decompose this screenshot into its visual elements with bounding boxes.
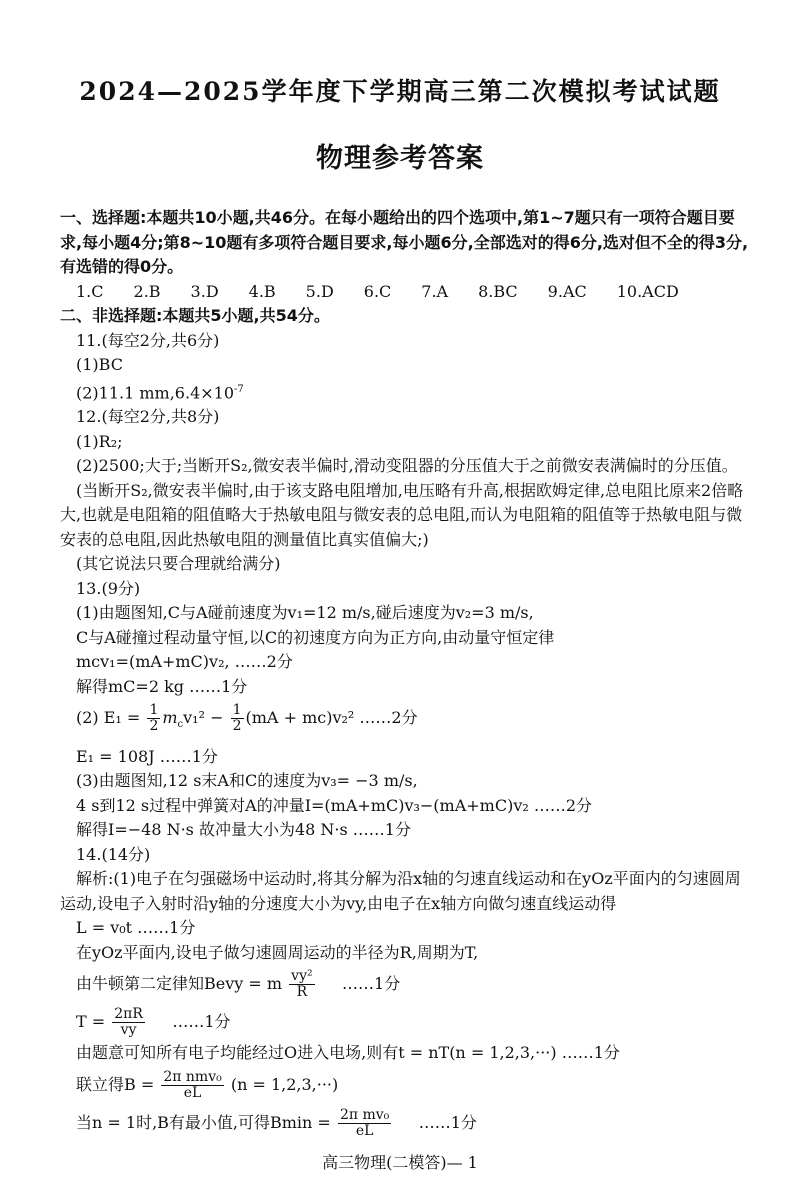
q13-line-7: (3)由题图知,12 s末A和C的速度为v₃= −3 m/s, — [76, 771, 418, 791]
q12-answer-1: (1)R₂; — [76, 431, 123, 451]
q13-line-4: 解得mC=2 kg ……1分 — [76, 676, 248, 696]
q14-bmin-equation: 当n = 1时,B有最小值,可得Bmin = $\frac{\text{2π mv₀}}{eL}$ ……1分 — [76, 1106, 477, 1139]
q13-line-1: (1)由题图知,C与A碰前速度为v₁=12 m/s,碰后速度为v₂=3 m/s, — [76, 603, 534, 623]
q11-header: 11.(每空2分,共6分) — [76, 330, 220, 350]
page-footer: 高三物理(二模答)— 1 — [322, 1153, 478, 1172]
q14-period-equation: T = $\frac{2\pi R}{vy}$ ……1分 — [76, 1006, 231, 1039]
exam-title: 2024—2025学年度下学期高三第二次模拟考试试题 — [79, 77, 721, 106]
fraction-bmin: $\frac{\text{2π mv₀}}{eL}$ — [339, 1106, 390, 1139]
q14-newton-equation: 由牛顿第二定律知Bevy = m $\frac{\text{vy²}}{R}$ ……1分 — [76, 968, 401, 1001]
q13-line-3: mcv₁=(mA+mC)v₂, ……2分 — [76, 652, 293, 672]
answer-2: 2.B — [133, 281, 161, 301]
choice-answers — [60, 280, 750, 305]
q14-header: 14.(14分) — [76, 844, 151, 864]
answer-7: 7.A — [421, 281, 449, 301]
q14-line-3: 在yOz平面内,设电子做匀速圆周运动的半径为R,周期为T, — [76, 942, 479, 962]
q13-header: 13.(9分) — [76, 578, 141, 598]
q14-line-6: 由题意可知所有电子均能经过O进入电场,则有t = nT(n = 1,2,3,···) ……1分 — [76, 1043, 620, 1063]
answer-1: 1.C — [76, 281, 104, 301]
fraction-2pir-over-vy: $\frac{2\pi R}{vy}$ — [114, 1006, 143, 1039]
section2-heading: 二、非选择题:本题共5小题,共54分。 — [60, 306, 330, 325]
q13-line-8: 4 s到12 s过程中弹簧对A的冲量I=(mA+mC)v₃−(mA+mC)v₂ ……2分 — [76, 795, 593, 815]
q12-explanation: (当断开S₂,微安表半偏时,由于该支路电阻增加,电压略有升高,根据欧姆定律,总电阻比原来2倍略大,也就是电阻箱的阻值略大于热敏电阻与微安表的总电阻,而认为电阻箱的阻值等于热敏电阻与微安表的总电阻,因此热敏电阻的测量值比真实值偏大;) — [60, 480, 744, 549]
q13-energy-equation: (2) E₁ = $\frac{1}{2}$ $m_cv_1^2$ − $\frac{1}{2}$ (mA + mc)v₂² ……2分 — [76, 702, 418, 735]
q13-line-2: C与A碰撞过程动量守恒,以C的初速度方向为正方向,由动量守恒定律 — [76, 627, 555, 647]
answer-6: 6.C — [363, 281, 392, 301]
q13-line-9: 解得I=−48 N·s 故冲量大小为48 N·s ……1分 — [76, 820, 411, 840]
answer-3: 3.D — [190, 281, 219, 301]
q14-line-2: L = v₀t ……1分 — [76, 918, 196, 938]
answer-5: 5.D — [305, 281, 334, 301]
q14-b-equation: 联立得B = $\frac{\text{2π nmv₀}}{eL}$ (n = 1,2,3,···) — [76, 1068, 339, 1101]
answer-4: 4.B — [248, 281, 276, 301]
fraction-half-2: $\frac{1}{2}$ — [232, 702, 242, 735]
q12-answer-2: (2)2500;大于;当断开S₂,微安表半偏时,滑动变阻器的分压值大于之前微安表满偏时的分压值。 — [76, 456, 738, 476]
answer-9: 9.AC — [547, 281, 587, 301]
answer-10: 10.ACD — [616, 281, 679, 301]
q11-answer-1: (1)BC — [76, 355, 123, 374]
answer-8: 8.BC — [478, 281, 518, 301]
q12-note: (其它说法只要合理就给满分) — [76, 554, 281, 574]
q13-line-6: E₁ = 108J ……1分 — [76, 746, 218, 766]
section1-heading: 一、选择题:本题共10小题,共46分。在每小题给出的四个选项中,第1~7题只有一项符合题目要求,每小题4分;第8~10题有多项符合题目要求,每小题6分,全部选对的得6分,选对但不全的得3分,有选错的得0分。 — [60, 208, 749, 276]
q14-analysis: 解析:(1)电子在匀强磁场中运动时,将其分解为沿x轴的匀速直线运动和在yOz平面内的匀速圆周运动,设电子入射时沿y轴的分速度大小为vy,由电子在x轴方向做匀速直线运动得 — [60, 869, 741, 913]
answer-subtitle: 物理参考答案 — [316, 143, 484, 174]
fraction-vy2-over-r: $\frac{\text{vy²}}{R}$ — [291, 968, 313, 1001]
fraction-half-1: $\frac{1}{2}$ — [149, 702, 159, 735]
fraction-b-general: $\frac{\text{2π nmv₀}}{eL}$ — [163, 1068, 222, 1101]
q11-answer-2: (2)11.1 $mm,6.4\times 10^{-7}$ — [76, 382, 244, 402]
answer-content — [60, 206, 750, 1142]
q12-header: 12.(每空2分,共8分) — [76, 407, 220, 427]
